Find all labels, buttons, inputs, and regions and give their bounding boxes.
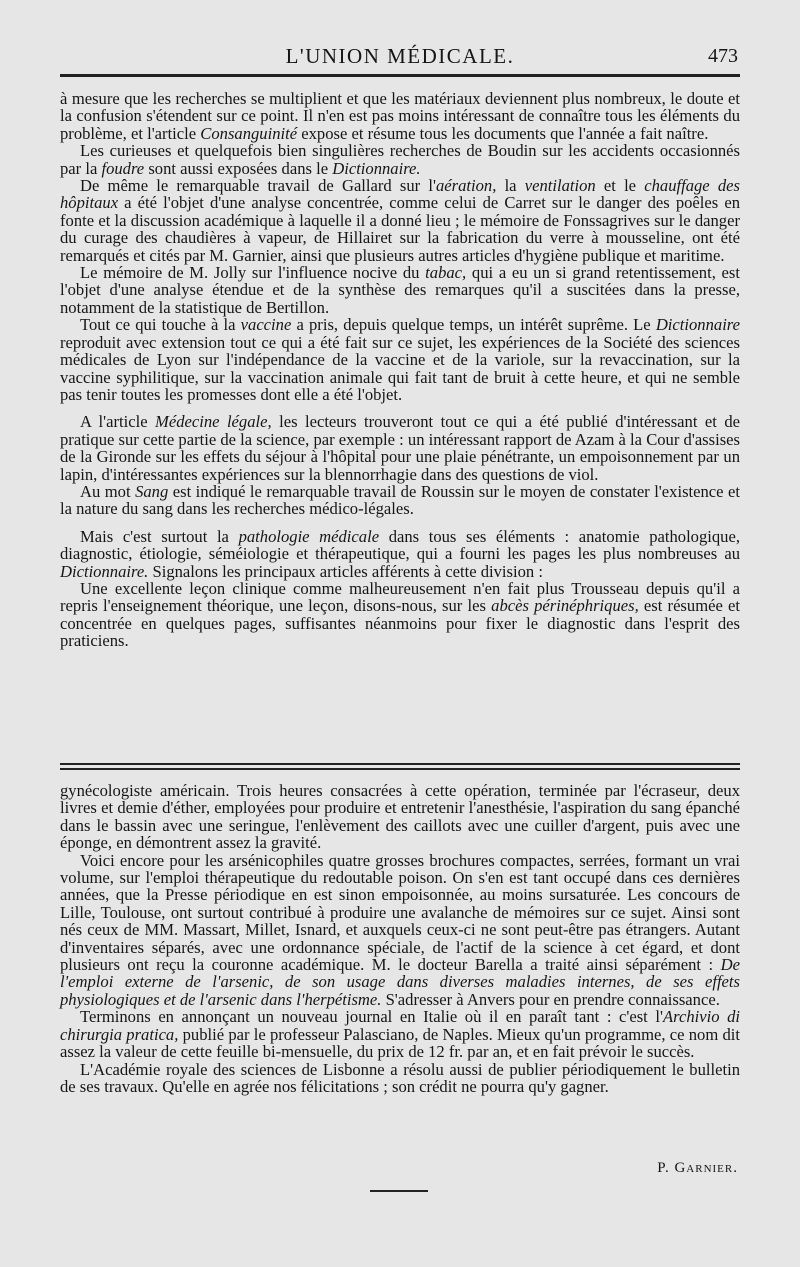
italic-run: chauffage des hôpitaux xyxy=(60,176,740,213)
italic-run: Consanguinité xyxy=(200,123,298,143)
italic-run: Sang xyxy=(135,481,169,501)
running-header xyxy=(62,44,738,72)
italic-run: vaccine xyxy=(240,315,292,335)
paragraph xyxy=(60,1061,740,1096)
text-run: à mesure que les recherches se multiplient et que les matériaux deviennent plus nombreux, le doute et la confusion s'étendent sur ce point. Il n'en est pas moins intéressant de connaître tous les éléments du problème, et l'article xyxy=(60,89,740,143)
paragraph xyxy=(60,528,740,580)
text-run: et le xyxy=(595,176,645,196)
header-rule xyxy=(60,74,740,77)
paragraph xyxy=(60,90,740,142)
italic-run: foudre xyxy=(101,158,145,178)
article-section-upper xyxy=(60,90,740,650)
text-run: la xyxy=(496,176,525,196)
text-run: Une excellente leçon clinique comme malheureusement n'en fait plus Trousseau depuis qu'il a repris l'enseignement théorique, une leçon, disons-nous, sur les xyxy=(60,578,740,616)
text-run: est indiqué le remarquable travail de Roussin sur le moyen de constater l'existence et la nature du sang dans les recherches médico-légales. xyxy=(60,481,740,519)
text-run: Au mot xyxy=(80,481,136,501)
italic-run: ventilation xyxy=(524,176,596,196)
paragraph xyxy=(60,852,740,1009)
italic-run: aération, xyxy=(435,176,497,196)
italic-run: Dictionnaire xyxy=(655,315,741,335)
paragraph xyxy=(60,316,740,403)
journal-title: L'UNION MÉDICALE. xyxy=(285,44,515,68)
text-run: Terminons en annonçant un nouveau journal en Italie où il en paraît tant : c'est l' xyxy=(80,1007,663,1027)
text-run: Signalons les principaux articles afférents à cette division : xyxy=(148,561,543,581)
text-run: S'adresser à Anvers pour en prendre connaissance. xyxy=(381,989,720,1009)
text-run: Tout ce qui touche à la xyxy=(80,315,241,335)
author-signature: P. Garnier. xyxy=(657,1160,738,1176)
text-run: L'Académie royale des sciences de Lisbonne a résolu aussi de publier périodiquement le bulletin de ses travaux. Qu'elle en agrée nos félicitations ; son crédit ne pourra qu'y gagner. xyxy=(60,1059,740,1096)
paragraph xyxy=(60,1008,740,1060)
paragraph xyxy=(60,264,740,316)
page-number: 473 xyxy=(708,45,738,67)
text-run: Le mémoire de M. Jolly sur l'influence nocive du xyxy=(80,263,426,283)
text-run: Mais c'est surtout la xyxy=(80,526,239,546)
italic-run: Dictionnaire. xyxy=(332,158,421,178)
paragraph xyxy=(60,142,740,177)
end-rule xyxy=(370,1190,428,1192)
text-run: publié par le professeur Palasciano, de Naples. Mieux qu'un programme, ce nom dit assez la valeur de cette feuille bi-mensuelle, du prix de 12 fr. par an, et en fait prévoir le succès. xyxy=(60,1024,740,1062)
italic-run: Dictionnaire. xyxy=(60,561,149,581)
italic-run: pathologie médicale xyxy=(238,526,380,546)
text-run: A l'article xyxy=(80,412,156,432)
text-run: Les curieuses et quelquefois bien singulières recherches de Boudin sur les accidents occasionnés par la xyxy=(60,141,740,178)
section-divider-rule xyxy=(60,763,740,765)
paragraph xyxy=(60,483,740,518)
paragraph xyxy=(60,580,740,650)
text-run: gynécologiste américain. Trois heures consacrées à cette opération, terminée par l'écraseur, deux livres et demie d'éther, employées pour produire et entretenir l'anesthésie, l'aspiration du sang épanché dans le bassin avec une seringue, l'enlèvement des caillots avec une cuiller d'argent, puis avec une éponge, en démontrent assez la gravité. xyxy=(60,781,740,853)
text-run: sont aussi exposées dans le xyxy=(144,158,333,178)
italic-run: De l'emploi externe de l'arsenic, de son usage dans diverses maladies internes, de ses effets physiologiques et de l'arsenic dans l'herpétisme. xyxy=(60,955,740,1009)
text-run: qui a eu un si grand retentissement, est l'objet d'une analyse étendue et de la synthèse des remarques qu'il a suscitées dans la presse, notamment de la statistique de Bertillon. xyxy=(60,263,740,317)
text-run: reproduit avec extension tout ce qui a été fait sur ce sujet, les expériences de la Société des sciences médicales de Lyon sur l'indépendance de la vaccine et de la variole, sur la revaccination, sur la vaccine syphilitique, sur la vaccination animale qui fait tant de bruit à cette heure, et qui ne semble pas tenir toutes les promesses dont elle a été l'objet. xyxy=(60,332,740,404)
paragraph xyxy=(60,413,740,483)
paragraph xyxy=(60,782,740,852)
text-run: dans tous ses éléments : anatomie pathologique, diagnostic, étiologie, séméiologie et thérapeutique, qui a fourni les pages les plus nombreuses au xyxy=(60,526,740,564)
italic-run: Médecine légale, xyxy=(155,412,272,432)
italic-run: abcès périnéphriques, xyxy=(491,596,639,616)
text-run: expose et résume tous les documents que l'année a fait naître. xyxy=(297,123,709,143)
text-run: De même le remarquable travail de Gallard sur l' xyxy=(80,176,436,196)
text-run: a pris, depuis quelque temps, un intérêt suprême. Le xyxy=(291,315,656,335)
text-run: est résumée et concentrée en quelques pages, suffisantes néanmoins pour fixer le diagnostic dans l'esprit des praticiens. xyxy=(60,596,740,651)
section-divider-rule-lower xyxy=(60,768,740,770)
article-section-lower xyxy=(60,782,740,1095)
italic-run: Archivio di chirurgia pratica, xyxy=(60,1007,740,1044)
paragraph xyxy=(60,177,740,264)
text-run: Voici encore pour les arsénicophiles quatre grosses brochures compactes, serrées, formant un vrai volume, sur l'emploi thérapeutique du redoutable poison. On s'en est tant occupé dans ces dernières années, que la Presse périodique en est sinon empoisonnée, au moins sursaturée. Les concours de Lille, Toulouse, ont surtout contribué à produire une avalanche de mémoires sur ce sujet. Ainsi sont nés ceux de MM. Massart, Millet, Isnard, et auxquels ceux-ci ne sont peut-être pas étrangers. Autant d'inventaires séparés, avec une ordonnance spéciale, de l'actif de la science à cet égard, et dont plusieurs ont reçu la couronne académique. M. le docteur Barella a traité ainsi séparément : xyxy=(60,850,740,975)
text-run: a été l'objet d'une analyse concentrée, comme celui de Carret sur le danger des poêles en fonte et la discussion académique à laquelle il a donné lieu ; le mémoire de Fonssagrives sur le danger du curage des chaudières à vapeur, de Hillairet sur la fabrication du verre à mousseline, ont été remarqués et cités par M. Garnier, ainsi que plusieurs autres articles d'hygiène publique et maritime. xyxy=(60,193,740,265)
italic-run: tabac, xyxy=(425,263,467,283)
text-run: les lecteurs trouveront tout ce qui a été publié d'intéressant et de pratique sur cette partie de la science, par exemple : un intéressant rapport de Azam à la Cour d'assises de la Gironde sur les effets du séjour à l'hôpital pour une plaie pénétrante, un empoisonnement par un lapin, d'intéressantes expériences sur la blennorrhagie dans des questions de viol. xyxy=(60,412,740,484)
